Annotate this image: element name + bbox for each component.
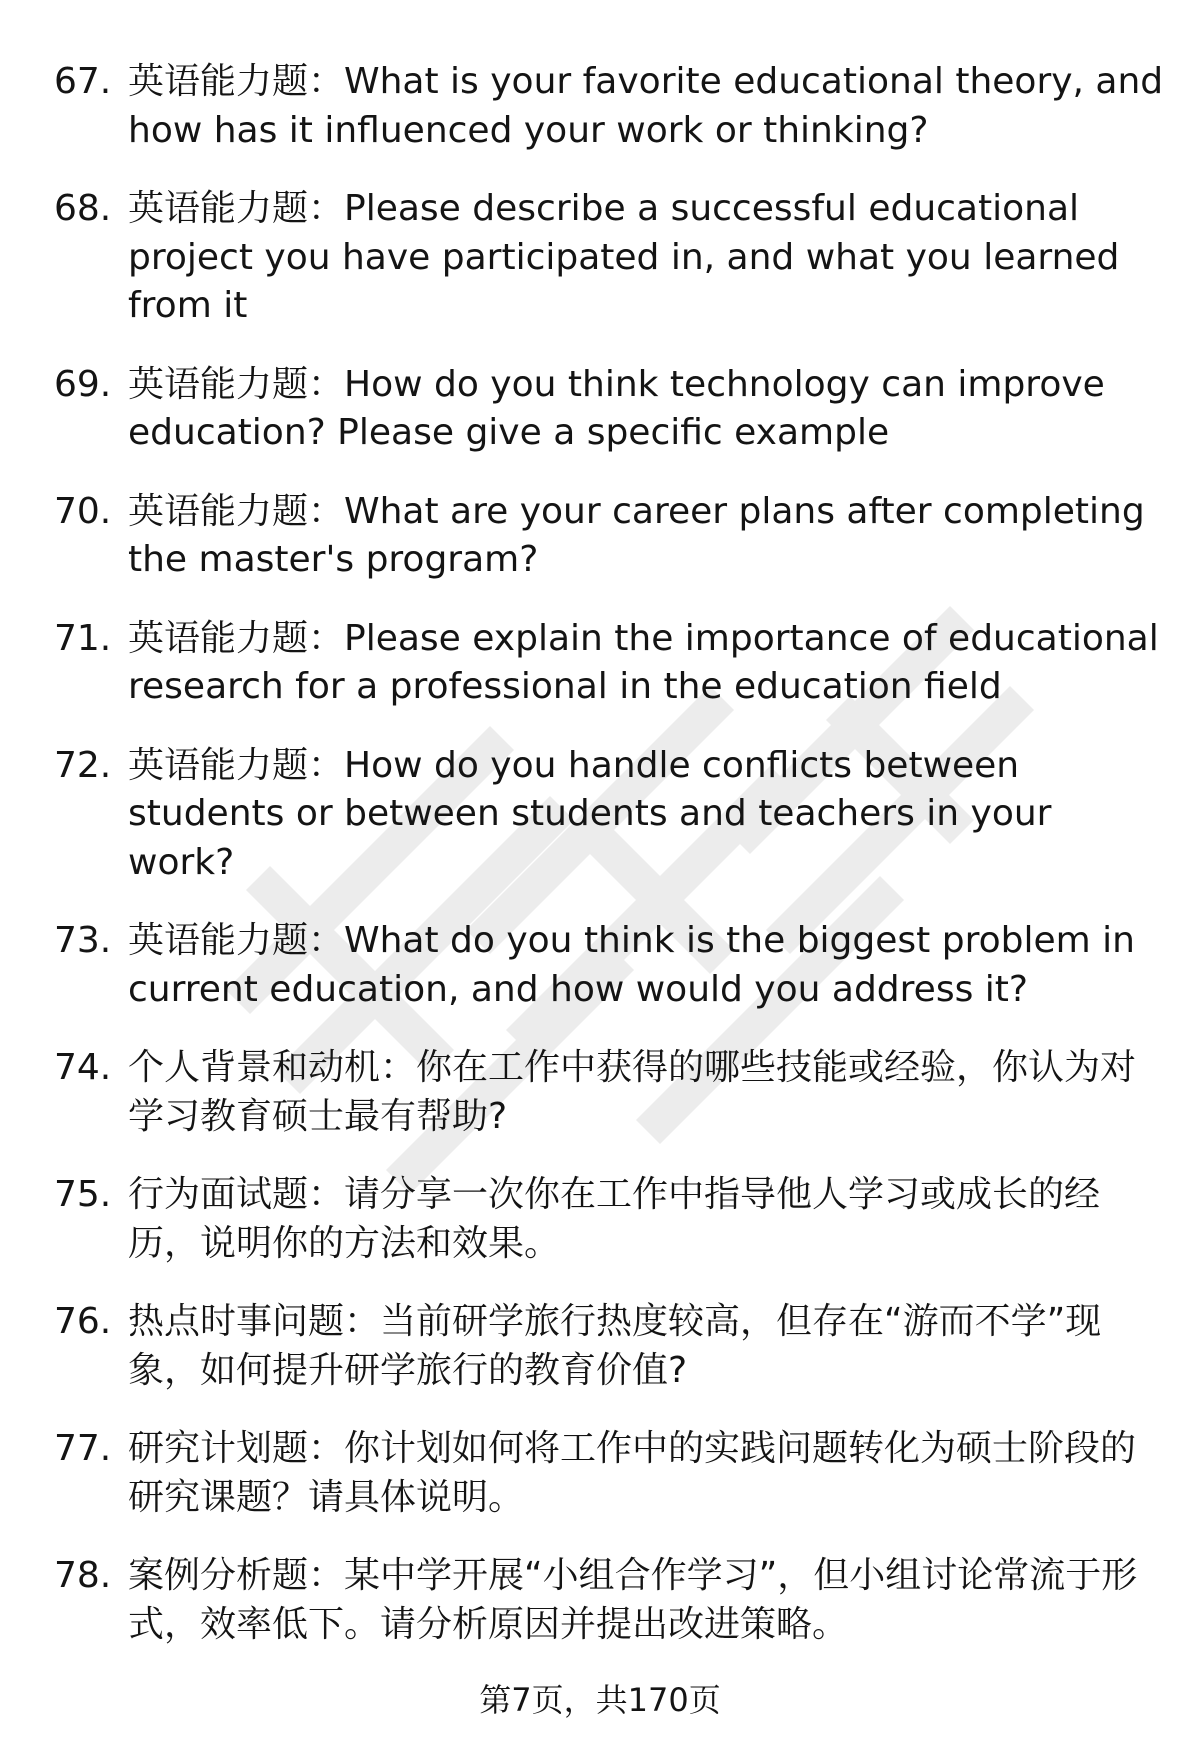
question-text: 英语能力题：What is your favorite educational theory, and how has it influenced your work or thinking?	[128, 61, 1164, 151]
question-item	[54, 58, 1164, 155]
question-item	[54, 185, 1164, 331]
question-text: 英语能力题：Please explain the importance of educational research for a professional in the education field	[128, 617, 1159, 707]
question-number: 74.	[54, 1047, 112, 1088]
question-item	[54, 488, 1164, 585]
question-item	[54, 1044, 1164, 1141]
question-number: 75.	[54, 1174, 112, 1215]
question-item	[54, 615, 1164, 712]
question-text: 英语能力题：What do you think is the biggest problem in current education, and how would you address it?	[128, 920, 1135, 1010]
question-number: 68.	[54, 188, 112, 229]
question-number: 76.	[54, 1301, 112, 1342]
question-number: 71.	[54, 617, 112, 659]
question-text: 英语能力题：Please describe a successful educational project you have participated in, and what you learned from it	[128, 188, 1120, 326]
question-number: 70.	[54, 490, 112, 532]
question-text: 行为面试题：请分享一次你在工作中指导他人学习或成长的经历，说明你的方法和效果。	[128, 1174, 1101, 1264]
page-number-label: 第7页，共170页	[479, 1681, 721, 1719]
question-number: 69.	[54, 363, 112, 405]
question-item	[54, 1298, 1164, 1395]
question-number: 77.	[54, 1428, 112, 1469]
question-number: 73.	[54, 920, 112, 961]
question-number: 67.	[54, 61, 112, 102]
question-list	[54, 58, 1164, 1679]
question-number: 78.	[54, 1555, 112, 1596]
question-text: 案例分析题：某中学开展“小组合作学习”，但小组讨论常流于形式，效率低下。请分析原因并提出改进策略。	[128, 1555, 1138, 1645]
question-item	[54, 1171, 1164, 1268]
page-footer	[0, 1680, 1200, 1720]
question-item	[54, 1552, 1164, 1649]
question-text: 热点时事问题：当前研学旅行热度较高，但存在“游而不学”现象，如何提升研学旅行的教育价值?	[128, 1301, 1102, 1391]
question-item	[54, 361, 1164, 458]
question-text: 个人背景和动机：你在工作中获得的哪些技能或经验，你认为对学习教育硕士最有帮助?	[128, 1047, 1137, 1137]
question-text: 英语能力题：What are your career plans after completing the master's program?	[128, 490, 1145, 580]
question-text: 英语能力题：How do you think technology can improve education? Please give a specific example	[128, 363, 1105, 453]
question-text: 研究计划题：你计划如何将工作中的实践问题转化为硕士阶段的研究课题？请具体说明。	[128, 1428, 1137, 1518]
question-text: 英语能力题：How do you handle conflicts between students or between students and teachers in your work?	[128, 744, 1052, 883]
question-item	[54, 1425, 1164, 1522]
question-number: 72.	[54, 744, 112, 786]
question-item	[54, 917, 1164, 1014]
question-item	[54, 742, 1164, 888]
